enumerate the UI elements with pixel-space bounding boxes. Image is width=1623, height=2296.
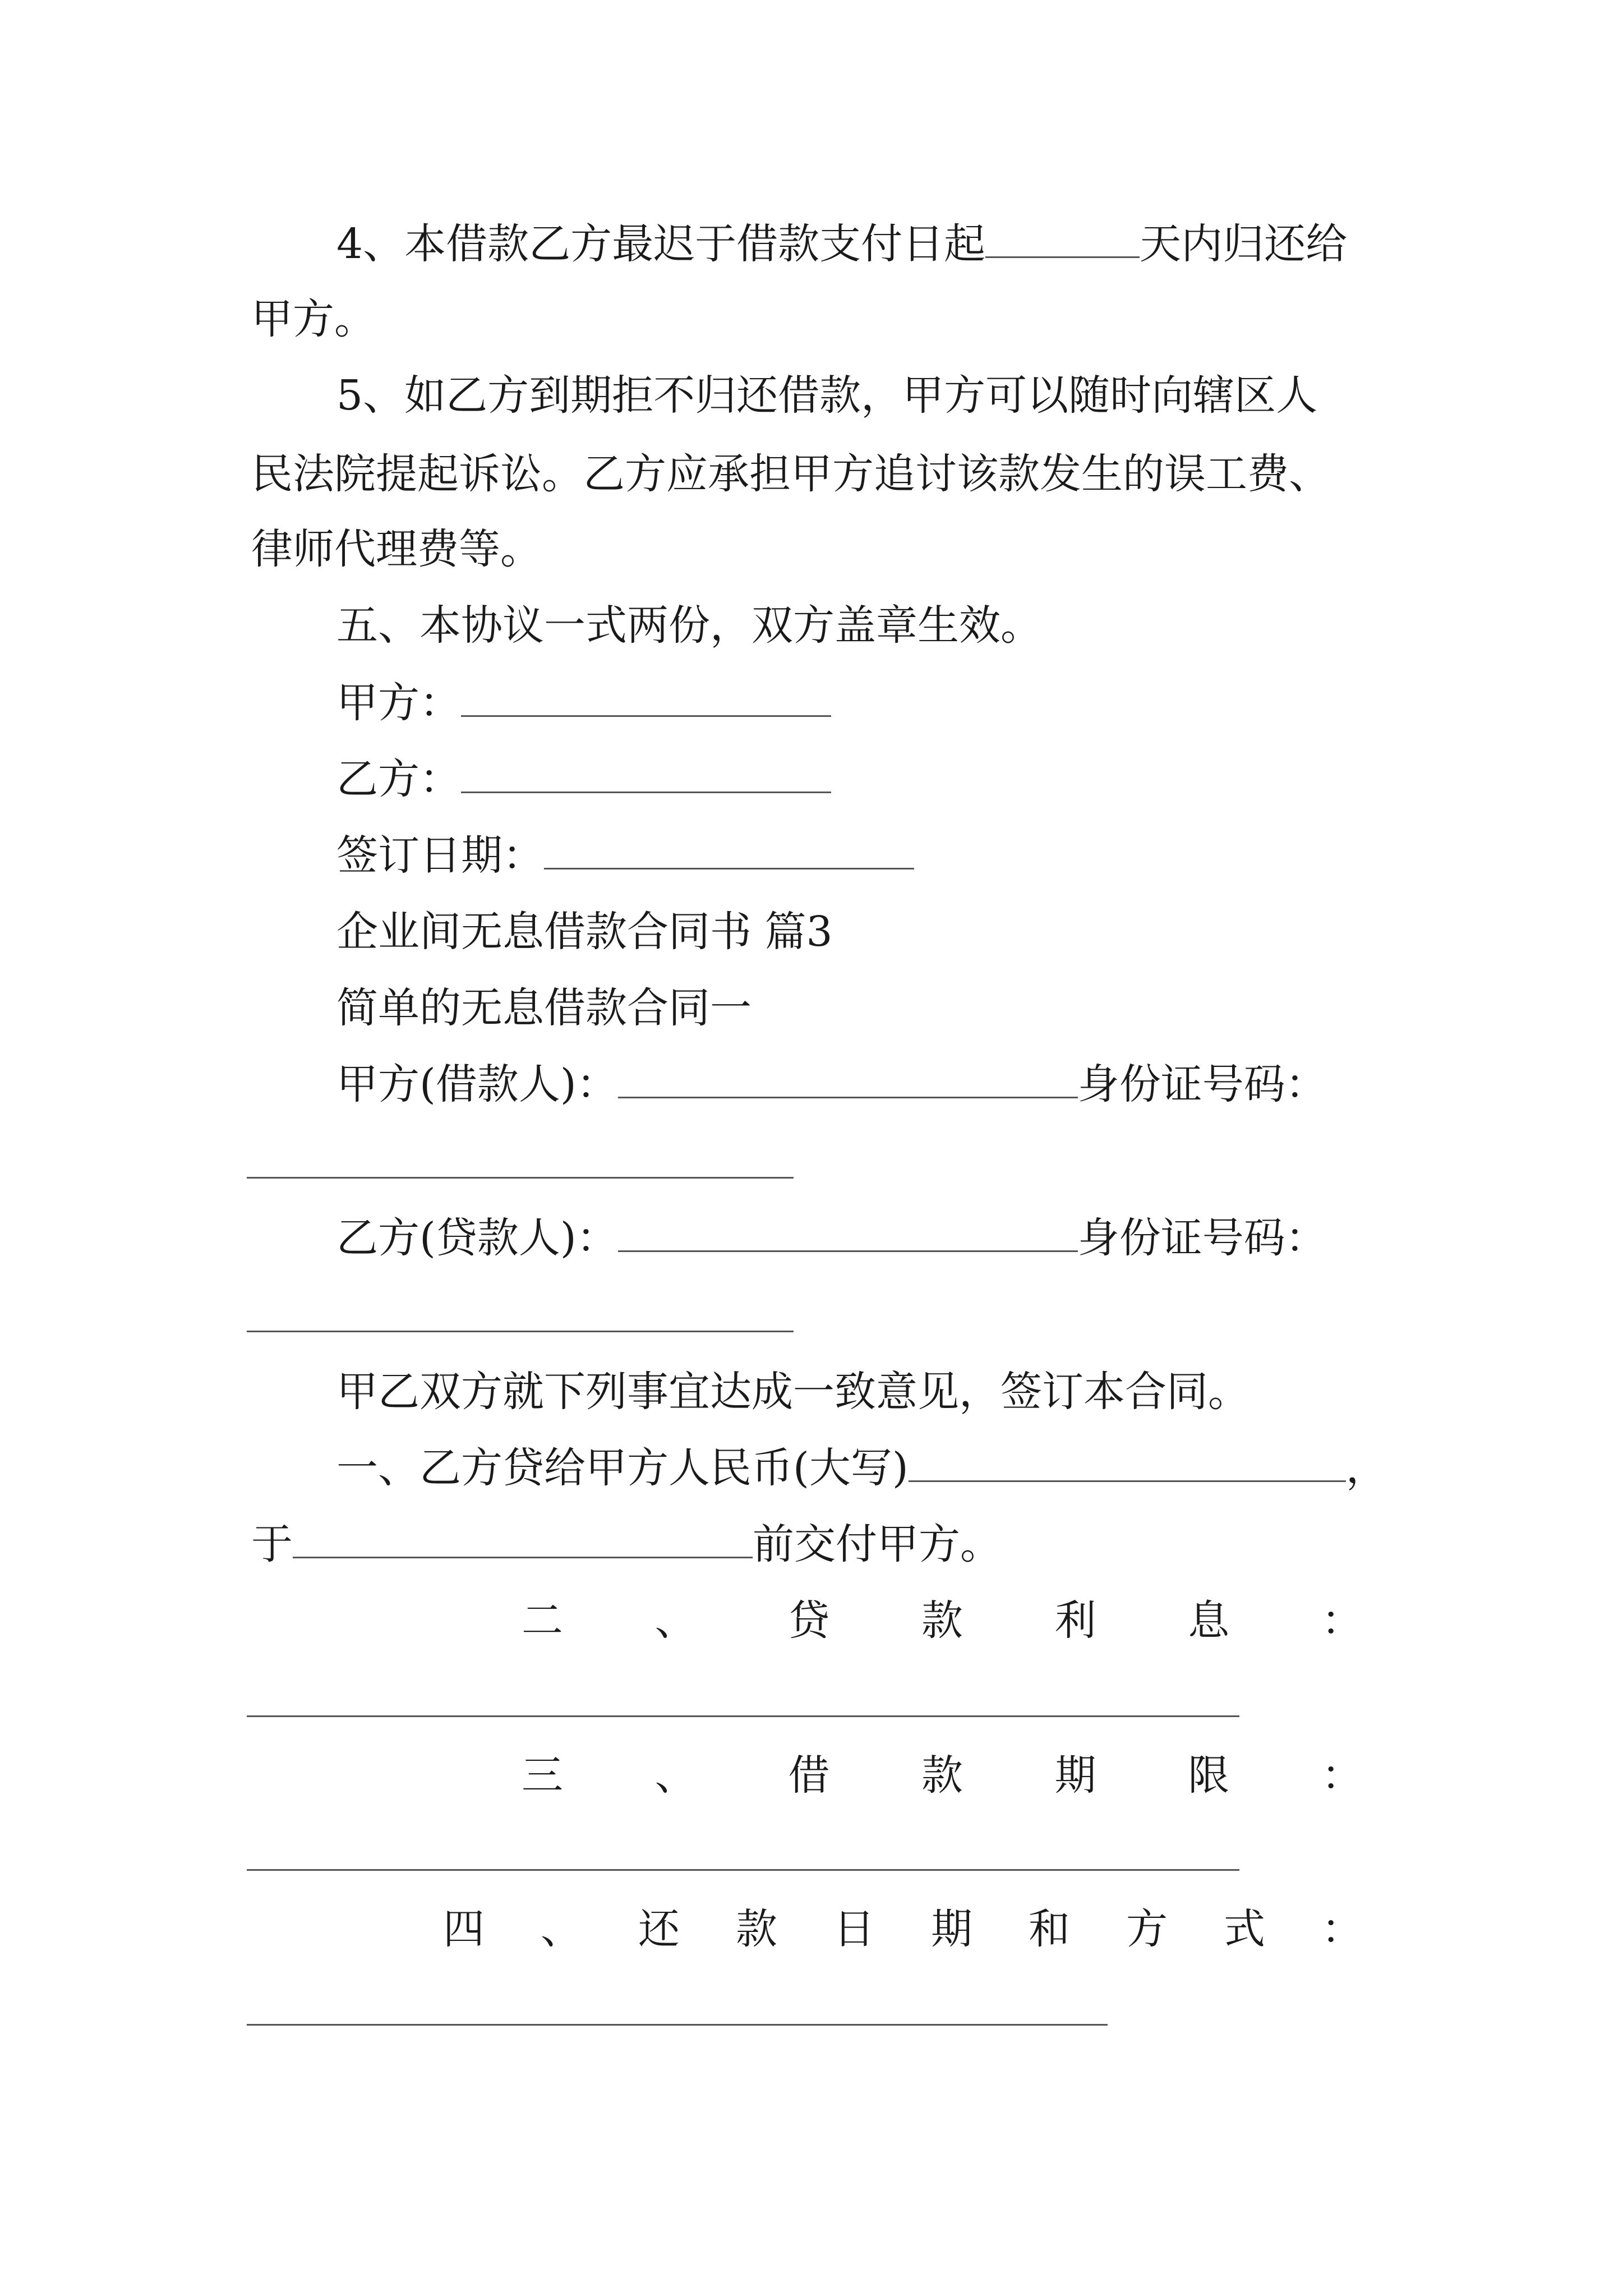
clause2-char: 利 (1054, 1596, 1096, 1645)
item4-text-a: 4、本借款乙方最迟于借款支付日起 (336, 220, 986, 268)
clause2-char: 、 (654, 1596, 697, 1645)
lender-line (336, 1214, 1327, 1262)
item5-line1: 5、如乙方到期拒不归还借款，甲方可以随时向辖区人 (336, 371, 1318, 420)
clause4-char: 期 (931, 1905, 972, 1953)
borrower-label: 甲方(借款人)： (336, 1060, 618, 1108)
borrower-name-blank (618, 1097, 1078, 1098)
lender-id-label: 身份证号码： (1077, 1214, 1327, 1262)
clause2-heading (522, 1596, 1363, 1645)
clause2-char: 贷 (788, 1596, 830, 1645)
contract-subtitle: 简单的无息借款合同一 (336, 984, 751, 1032)
date-blank (544, 868, 914, 869)
lender-id-blank (247, 1331, 794, 1332)
clause1-text-a: 一、乙方贷给甲方人民币(大写) (336, 1444, 909, 1492)
item4-text-b: 天内归还给 (1140, 220, 1348, 268)
clause-five: 五、本协议一式两份，双方盖章生效。 (336, 601, 1042, 650)
clause3-char: 期 (1054, 1751, 1096, 1800)
date-label: 签订日期： (336, 831, 544, 880)
item5-line2: 民法院提起诉讼。乙方应承担甲方追讨该款发生的误工费、 (251, 450, 1330, 498)
borrower-id-blank (247, 1177, 794, 1179)
lender-name-blank (618, 1250, 1078, 1252)
party-a-label: 甲方： (336, 679, 461, 727)
sign-date (336, 831, 914, 880)
lender-label: 乙方(贷款人)： (336, 1214, 618, 1262)
clause3-char: 限 (1188, 1751, 1230, 1800)
section-title: 企业间无息借款合同书 篇3 (336, 908, 833, 956)
clause4-char: ： (1321, 1905, 1363, 1953)
clause4-heading (443, 1905, 1363, 1953)
item5-line3: 律师代理费等。 (251, 525, 542, 573)
clause4-char: 还 (638, 1905, 680, 1953)
days-blank (985, 256, 1140, 258)
agreement-text: 甲乙双方就下列事宜达成一致意见，签订本合同。 (336, 1368, 1249, 1416)
clause3-char: 款 (921, 1751, 963, 1800)
borrower-id-label: 身份证号码： (1077, 1060, 1327, 1108)
item4-line1 (336, 220, 1348, 268)
clause4-char: 款 (736, 1905, 777, 1953)
party-b-label: 乙方： (336, 755, 461, 803)
clause4-char: 四 (443, 1905, 485, 1953)
clause2-char: 息 (1188, 1596, 1230, 1645)
clause4-blank (247, 2024, 1108, 2026)
clause3-char: 、 (654, 1751, 697, 1800)
clause2-char: 二 (522, 1596, 563, 1645)
item4-line2: 甲方。 (251, 295, 376, 343)
clause1-line1 (336, 1444, 1387, 1492)
clause3-heading (522, 1751, 1363, 1800)
clause1-line2 (251, 1520, 1002, 1568)
amount-blank (909, 1480, 1346, 1482)
clause4-char: 方 (1126, 1905, 1168, 1953)
clause2-char: ： (1321, 1596, 1363, 1645)
borrower-line (336, 1060, 1327, 1108)
clause1-text-b: ， (1345, 1444, 1387, 1492)
clause3-char: 借 (788, 1751, 830, 1800)
sign-party-b (336, 755, 831, 803)
clause1-text-c: 于 (251, 1520, 293, 1568)
clause3-blank (247, 1869, 1239, 1871)
clause4-char: 日 (833, 1905, 875, 1953)
clause2-blank (247, 1715, 1239, 1717)
clause2-char: 款 (921, 1596, 963, 1645)
clause4-char: 式 (1224, 1905, 1265, 1953)
delivery-date-blank (293, 1557, 753, 1558)
clause4-char: 和 (1029, 1905, 1070, 1953)
clause3-char: ： (1321, 1751, 1363, 1800)
clause4-char: 、 (541, 1905, 582, 1953)
sign-party-a (336, 679, 831, 727)
party-a-blank (461, 715, 831, 717)
clause1-text-d: 前交付甲方。 (753, 1520, 1002, 1568)
party-b-blank (461, 792, 831, 793)
clause3-char: 三 (522, 1751, 563, 1800)
